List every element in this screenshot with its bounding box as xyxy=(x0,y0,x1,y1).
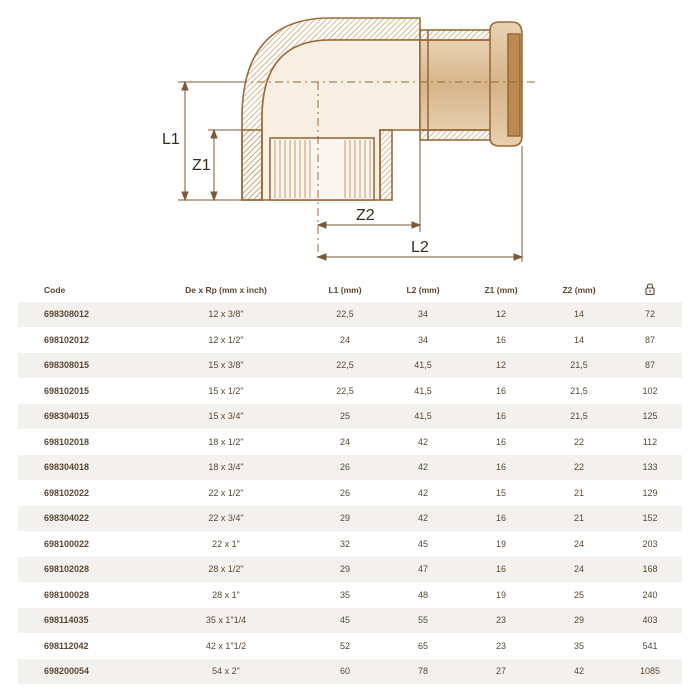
cell-l2: 78 xyxy=(384,659,462,685)
cell-pack: 168 xyxy=(618,557,682,583)
cell-pack: 102 xyxy=(618,378,682,404)
cell-z1: 15 xyxy=(462,480,540,506)
cell-z2: 21,5 xyxy=(540,378,618,404)
table-row xyxy=(18,557,682,583)
cell-pack: 133 xyxy=(618,455,682,481)
cell-l1: 26 xyxy=(306,480,384,506)
cell-size: 22 x 1" xyxy=(146,531,306,557)
cell-size: 35 x 1"1/4 xyxy=(146,608,306,634)
cell-z1: 16 xyxy=(462,404,540,430)
cell-code: 698112042 xyxy=(18,633,146,659)
cell-l2: 45 xyxy=(384,531,462,557)
cell-z2: 14 xyxy=(540,302,618,327)
cell-code: 698102028 xyxy=(18,557,146,583)
cell-z2: 42 xyxy=(540,659,618,685)
table-row xyxy=(18,608,682,634)
cell-l1: 60 xyxy=(306,659,384,685)
cell-z1: 12 xyxy=(462,302,540,327)
cell-code: 698102018 xyxy=(18,429,146,455)
cell-pack: 125 xyxy=(618,404,682,430)
cell-l1: 52 xyxy=(306,633,384,659)
cell-z1: 16 xyxy=(462,429,540,455)
cell-z2: 29 xyxy=(540,608,618,634)
col-header-z2: Z2 (mm) xyxy=(540,278,618,302)
dim-label-z2: Z2 xyxy=(356,207,375,224)
dim-label-l2: L2 xyxy=(411,239,429,256)
col-header-package xyxy=(618,278,682,302)
cell-code: 698102022 xyxy=(18,480,146,506)
cell-l2: 42 xyxy=(384,480,462,506)
cell-pack: 87 xyxy=(618,353,682,379)
cell-pack: 541 xyxy=(618,633,682,659)
cell-l1: 29 xyxy=(306,506,384,532)
cell-code: 698308012 xyxy=(18,302,146,327)
cell-size: 15 x 3/4" xyxy=(146,404,306,430)
cell-l1: 29 xyxy=(306,557,384,583)
table-row xyxy=(18,582,682,608)
cell-size: 42 x 1"1/2 xyxy=(146,633,306,659)
cell-z2: 22 xyxy=(540,429,618,455)
cell-pack: 152 xyxy=(618,506,682,532)
cell-pack: 203 xyxy=(618,531,682,557)
cell-code: 698102012 xyxy=(18,327,146,353)
cell-l2: 48 xyxy=(384,582,462,608)
table-row xyxy=(18,506,682,532)
cell-z1: 23 xyxy=(462,608,540,634)
cell-l2: 55 xyxy=(384,608,462,634)
cell-pack: 72 xyxy=(618,302,682,327)
col-header-size: De x Rp (mm x inch) xyxy=(146,278,306,302)
cell-code: 698100022 xyxy=(18,531,146,557)
cell-l2: 42 xyxy=(384,506,462,532)
spec-table xyxy=(18,278,682,685)
table-row xyxy=(18,378,682,404)
cell-l2: 41,5 xyxy=(384,378,462,404)
fitting-drawing xyxy=(0,0,700,275)
col-header-l1: L1 (mm) xyxy=(306,278,384,302)
table-row xyxy=(18,404,682,430)
cell-z1: 16 xyxy=(462,455,540,481)
table-row xyxy=(18,302,682,327)
cell-l2: 42 xyxy=(384,429,462,455)
elbow-fitting-body xyxy=(242,18,522,200)
cell-code: 698114035 xyxy=(18,608,146,634)
cell-size: 12 x 1/2" xyxy=(146,327,306,353)
cell-size: 28 x 1/2" xyxy=(146,557,306,583)
cell-z1: 16 xyxy=(462,327,540,353)
cell-size: 54 x 2" xyxy=(146,659,306,685)
cell-z1: 12 xyxy=(462,353,540,379)
cell-l2: 34 xyxy=(384,327,462,353)
cell-z2: 25 xyxy=(540,582,618,608)
cell-code: 698102015 xyxy=(18,378,146,404)
cell-l1: 22,5 xyxy=(306,378,384,404)
cell-size: 22 x 3/4" xyxy=(146,506,306,532)
cell-pack: 129 xyxy=(618,480,682,506)
cell-l1: 24 xyxy=(306,327,384,353)
cell-z1: 16 xyxy=(462,557,540,583)
cell-z1: 23 xyxy=(462,633,540,659)
cell-z2: 14 xyxy=(540,327,618,353)
cell-size: 22 x 1/2" xyxy=(146,480,306,506)
table-row xyxy=(18,429,682,455)
table-row xyxy=(18,353,682,379)
table-row xyxy=(18,480,682,506)
cell-z2: 21,5 xyxy=(540,404,618,430)
cell-pack: 403 xyxy=(618,608,682,634)
cell-pack: 112 xyxy=(618,429,682,455)
cell-l1: 35 xyxy=(306,582,384,608)
cell-z2: 24 xyxy=(540,531,618,557)
cell-l2: 65 xyxy=(384,633,462,659)
table-row xyxy=(18,455,682,481)
cell-code: 698304022 xyxy=(18,506,146,532)
cell-code: 698200054 xyxy=(18,659,146,685)
cell-l1: 26 xyxy=(306,455,384,481)
cell-size: 18 x 3/4" xyxy=(146,455,306,481)
cell-l2: 42 xyxy=(384,455,462,481)
cell-l1: 25 xyxy=(306,404,384,430)
cell-z1: 19 xyxy=(462,582,540,608)
cell-size: 12 x 3/8" xyxy=(146,302,306,327)
cell-code: 698304015 xyxy=(18,404,146,430)
cell-z2: 21,5 xyxy=(540,353,618,379)
cell-code: 698304018 xyxy=(18,455,146,481)
cell-l2: 34 xyxy=(384,302,462,327)
cell-code: 698308015 xyxy=(18,353,146,379)
cell-z2: 24 xyxy=(540,557,618,583)
cell-l1: 22,5 xyxy=(306,302,384,327)
cell-size: 15 x 3/8" xyxy=(146,353,306,379)
cell-size: 28 x 1" xyxy=(146,582,306,608)
cell-l1: 45 xyxy=(306,608,384,634)
dim-label-l1: L1 xyxy=(162,131,180,148)
table-row xyxy=(18,531,682,557)
col-header-l2: L2 (mm) xyxy=(384,278,462,302)
cell-z1: 27 xyxy=(462,659,540,685)
table-row xyxy=(18,659,682,685)
cell-z2: 22 xyxy=(540,455,618,481)
cell-pack: 87 xyxy=(618,327,682,353)
cell-code: 698100028 xyxy=(18,582,146,608)
cell-l2: 41,5 xyxy=(384,353,462,379)
cell-z2: 21 xyxy=(540,506,618,532)
cell-z1: 16 xyxy=(462,506,540,532)
cell-l2: 47 xyxy=(384,557,462,583)
cell-z1: 16 xyxy=(462,378,540,404)
lock-package-icon xyxy=(645,283,655,295)
cell-l1: 32 xyxy=(306,531,384,557)
col-header-z1: Z1 (mm) xyxy=(462,278,540,302)
cell-z1: 19 xyxy=(462,531,540,557)
table-row xyxy=(18,327,682,353)
cell-l2: 41,5 xyxy=(384,404,462,430)
cell-size: 15 x 1/2" xyxy=(146,378,306,404)
table-row xyxy=(18,633,682,659)
table-header-row xyxy=(18,278,682,302)
dim-label-z1: Z1 xyxy=(192,157,211,174)
cell-size: 18 x 1/2" xyxy=(146,429,306,455)
cell-l1: 24 xyxy=(306,429,384,455)
col-header-code: Code xyxy=(18,278,146,302)
cell-pack: 240 xyxy=(618,582,682,608)
cell-pack: 1085 xyxy=(618,659,682,685)
cell-z2: 35 xyxy=(540,633,618,659)
cell-z2: 21 xyxy=(540,480,618,506)
cell-l1: 22,5 xyxy=(306,353,384,379)
